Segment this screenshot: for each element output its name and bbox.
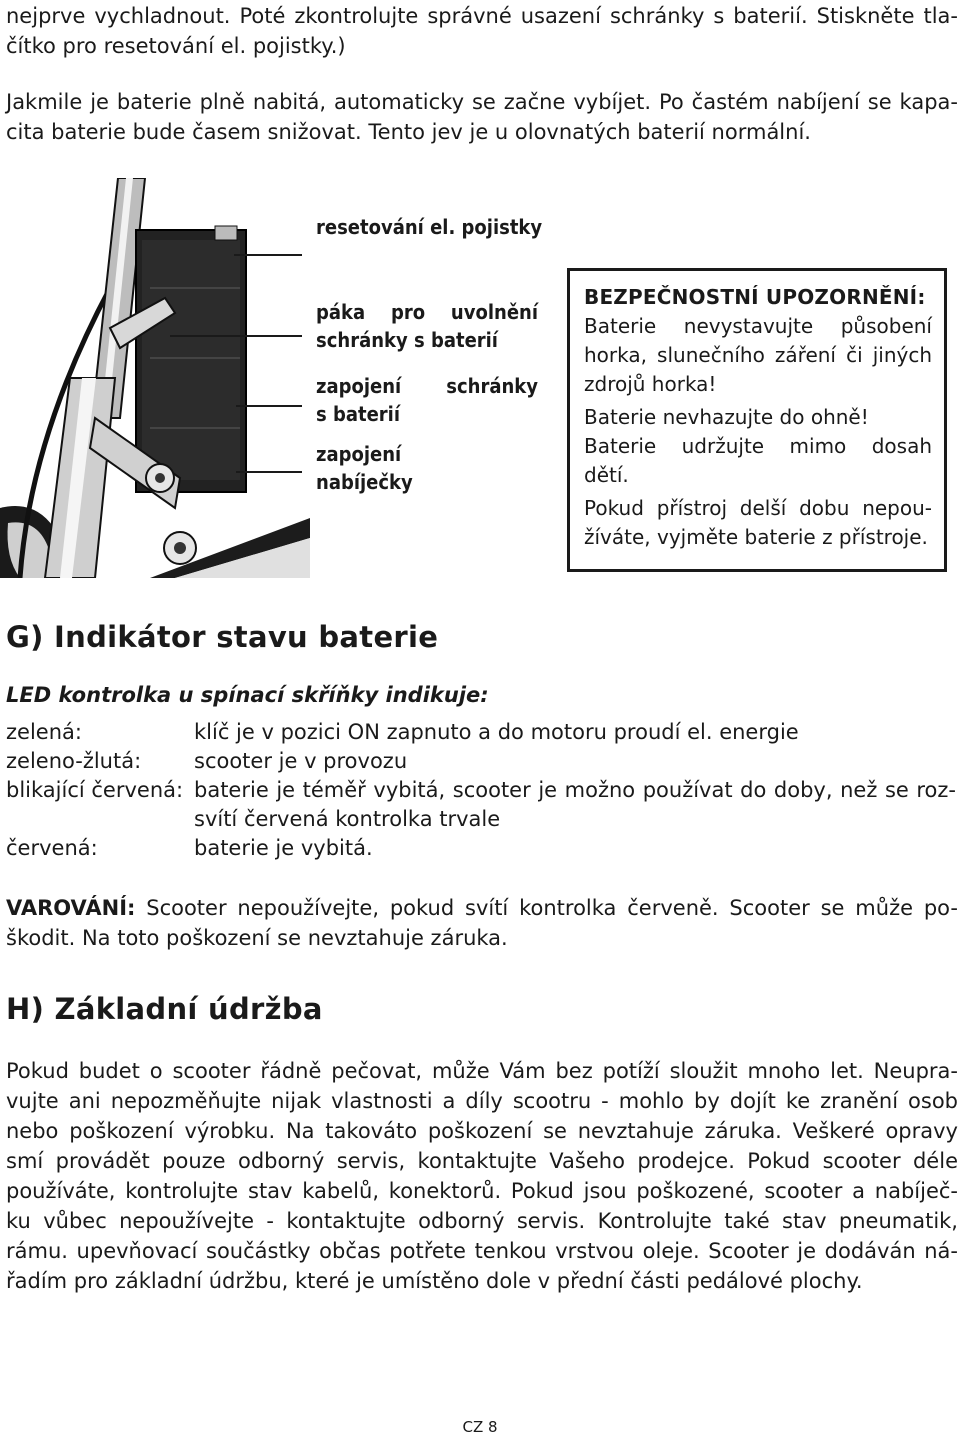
led-row	[6, 834, 956, 863]
led-label: blikající červená:	[6, 778, 184, 802]
text-line: svítí červená kontrolka trvale	[194, 807, 501, 831]
safety-warning-paragraph	[584, 432, 932, 490]
led-heading: LED kontrolka u spínací skříňky indikuje:	[6, 683, 489, 707]
text-line: smí provádět pouze odborný servis, kontaktujte Vašeho prodejce. Pokud scooter déle	[6, 1149, 958, 1173]
callout-charger-connection	[316, 440, 413, 496]
text-line: Pokud budet o scooter řádně pečovat, může Vám bez potíží sloužit mnoho let. Neupra-	[6, 1059, 958, 1083]
callout-line-reset	[234, 254, 302, 256]
text-line: klíč je v pozici ON zapnuto a do motoru proudí el. energie	[194, 720, 799, 744]
led-label: zelená:	[6, 720, 82, 744]
text-line: Baterie nevhazujte do ohně!	[584, 405, 869, 429]
intro-paragraph-2	[6, 87, 958, 147]
callout-reset-fuse	[316, 213, 542, 241]
text-line: cita baterie bude časem snižovat. Tento jev je u olovnatých baterií normální.	[6, 120, 811, 144]
callout-text: zapojení schránky	[316, 374, 538, 398]
intro-paragraph-1	[6, 1, 958, 61]
text-line: scooter je v provozu	[194, 749, 408, 773]
text-line: Baterie udržujte mimo dosah	[584, 434, 932, 458]
text-line: baterie je téměř vybitá, scooter je možno používat do doby, než se roz-	[194, 778, 956, 802]
callout-line-lever	[170, 335, 302, 337]
text-line: používáte, kontrolujte stav kabelů, konektorů. Pokud jsou poškozené, scooter a nabíječ-	[6, 1179, 958, 1203]
callout-text: nabíječky	[316, 470, 413, 494]
text-line: vujte ani nepozměňujte nijak vlastnosti a díly scootru - mohlo by dojít ke zranění osob	[6, 1089, 958, 1113]
text-line: Pokud přístroj delší dobu nepou-	[584, 496, 932, 520]
warning-paragraph	[6, 893, 958, 953]
maintenance-paragraph	[6, 1056, 958, 1296]
led-label: červená:	[6, 836, 98, 860]
warning-label: VAROVÁNÍ:	[6, 896, 136, 920]
text-line: ku vůbec nepoužívejte - kontaktujte odborný servis. Kontrolujte také stav pneumatik,	[6, 1209, 958, 1233]
led-label: zeleno-žlutá:	[6, 749, 142, 773]
led-description	[194, 834, 956, 863]
callout-box-connection	[316, 372, 538, 428]
text-line: žíváte, vyjměte baterie z přístroje.	[584, 525, 928, 549]
safety-warning-title: BEZPEČNOSTNÍ UPOZORNĚNÍ:	[584, 285, 926, 309]
section-h-title: H) Základní údržba	[6, 992, 323, 1026]
text-line: řadím pro základní údržbu, které je umístěno dole v přední části pedálové plochy.	[6, 1269, 863, 1293]
page-number: CZ 8	[462, 1418, 498, 1436]
text-line: Jakmile je baterie plně nabitá, automaticky se začne vybíjet. Po častém nabíjení se kapa-	[6, 90, 958, 114]
text-line: dětí.	[584, 463, 629, 487]
text-line: nebo poškození výrobku. Na takováto poškození se nevztahuje záruka. Veškeré opravy	[6, 1119, 958, 1143]
led-description	[194, 718, 956, 747]
led-status-table	[6, 718, 956, 863]
text-line: zdrojů horka!	[584, 372, 717, 396]
safety-warning-paragraph	[584, 312, 932, 399]
text-line: rámu. upevňovací součástky občas potřete tenkou vrstvou oleje. Scooter je dodáván ná-	[6, 1239, 958, 1263]
text-line: čítko pro resetování el. pojistky.)	[6, 34, 346, 58]
callout-text: s baterií	[316, 402, 401, 426]
callout-line-box-connection	[236, 405, 302, 407]
callout-release-lever	[316, 298, 538, 354]
text-line: Baterie nevystavujte působení	[584, 314, 932, 338]
scooter-battery-photo	[0, 178, 310, 578]
safety-warning-paragraph	[584, 403, 932, 432]
text-line: škodit. Na toto poškození se nevztahuje záruka.	[6, 926, 508, 950]
callout-line-charger	[236, 471, 302, 473]
callout-text: zapojení	[316, 442, 402, 466]
led-description	[194, 747, 956, 776]
safety-warning-paragraph	[584, 494, 932, 552]
led-row	[6, 776, 956, 834]
safety-warning-box	[567, 268, 947, 572]
text-line	[6, 893, 958, 923]
section-g-title: G) Indikátor stavu baterie	[6, 620, 439, 654]
callout-text: schránky s baterií	[316, 328, 498, 352]
text-line: nejprve vychladnout. Poté zkontrolujte správné usazení schránky s baterií. Stiskněte tla-	[6, 4, 958, 28]
led-row	[6, 718, 956, 747]
led-row	[6, 747, 956, 776]
led-description	[194, 776, 956, 834]
callout-text: resetování el. pojistky	[316, 215, 543, 239]
text-line: horka, slunečního záření či jiných	[584, 343, 932, 367]
text-line: baterie je vybitá.	[194, 836, 373, 860]
callout-text: páka pro uvolnění	[316, 300, 538, 324]
warning-text: Scooter nepoužívejte, pokud svítí kontrolka červeně. Scooter se může po-	[135, 896, 958, 920]
